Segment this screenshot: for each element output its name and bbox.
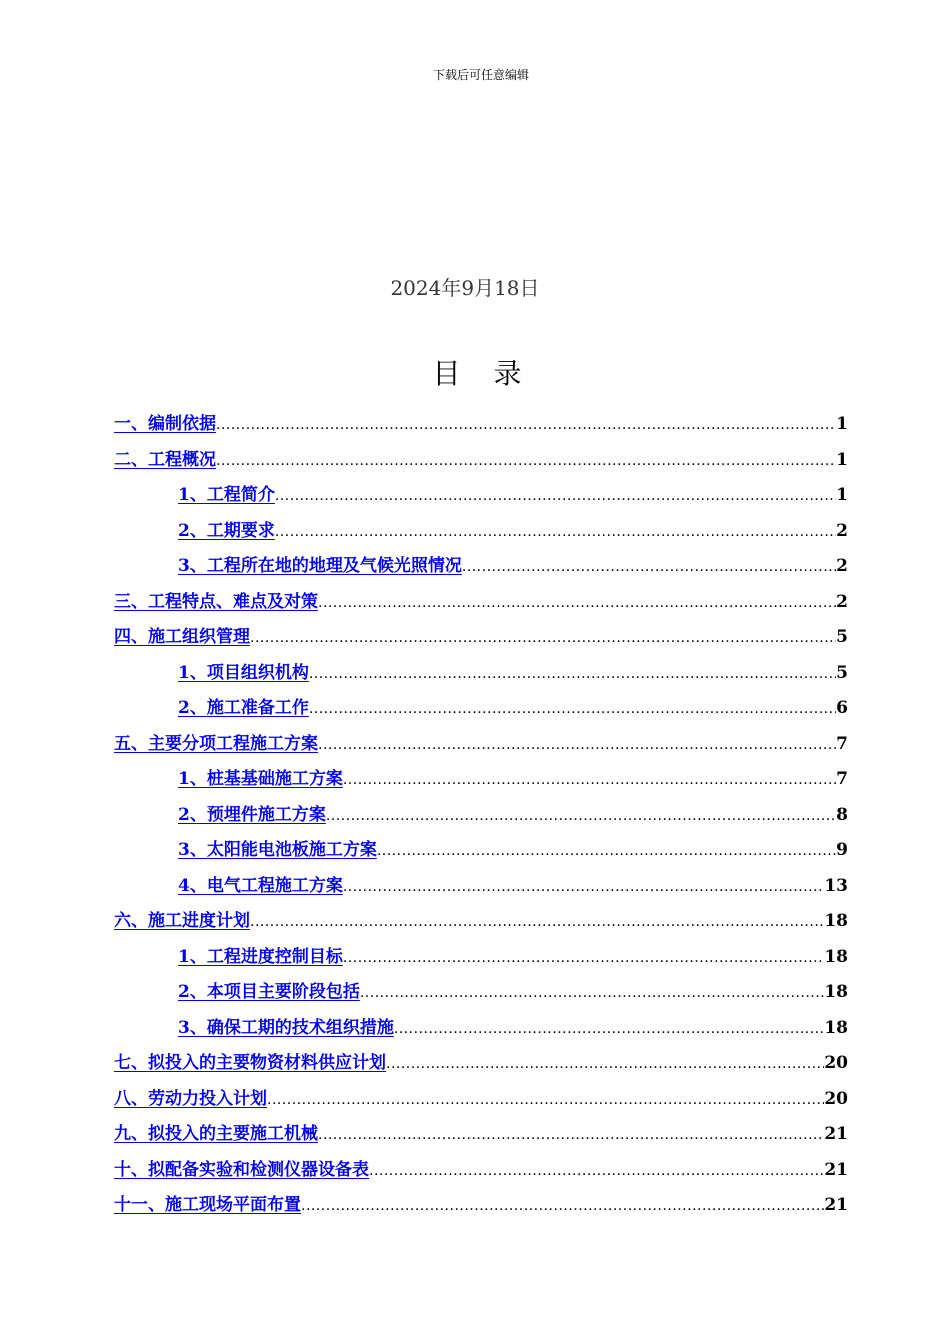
toc-page-number: 21 — [824, 1124, 848, 1144]
toc-entry-link[interactable]: 四、施工组织管理 — [114, 627, 250, 647]
toc-dot-leader — [386, 1047, 824, 1083]
toc-entry — [114, 1082, 848, 1118]
toc-dot-leader — [250, 621, 836, 657]
toc-entry — [114, 940, 848, 976]
toc-entry-link[interactable]: 三、工程特点、难点及对策 — [114, 591, 318, 612]
toc-dot-leader — [360, 976, 824, 1012]
toc-entry-link[interactable]: 十、拟配备实验和检测仪器设备表 — [114, 1159, 369, 1180]
toc-entry — [114, 1153, 848, 1189]
toc-entry-link[interactable]: 七、拟投入的主要物资材料供应计划 — [114, 1053, 386, 1073]
toc-page-number: 8 — [836, 804, 848, 825]
toc-entry-link[interactable]: 五、主要分项工程施工方案 — [114, 733, 318, 754]
toc-dot-leader — [309, 692, 836, 728]
toc-page-number: 20 — [824, 1053, 848, 1073]
toc-page-number: 21 — [824, 1159, 848, 1180]
toc-page-number: 7 — [836, 769, 848, 789]
toc-page-number: 1 — [836, 449, 848, 470]
toc-page-number: 18 — [824, 1017, 848, 1038]
toc-page-number: 18 — [824, 946, 848, 967]
toc-entry — [114, 1046, 848, 1082]
toc-entry — [114, 869, 848, 905]
toc-entry — [114, 798, 848, 834]
toc-dot-leader — [343, 763, 836, 799]
toc-dot-leader — [216, 444, 836, 480]
toc-dot-leader — [318, 586, 836, 622]
toc-dot-leader — [216, 408, 836, 444]
toc-page-number: 2 — [836, 520, 848, 541]
toc-entry-link[interactable]: 3、工程所在地的地理及气候光照情况 — [178, 556, 462, 576]
toc-entry-link[interactable]: 2、施工准备工作 — [178, 698, 309, 718]
toc-page-number: 2 — [836, 556, 848, 576]
toc-dot-leader — [326, 799, 836, 835]
toc-dot-leader — [462, 550, 836, 586]
toc-dot-leader — [369, 1154, 824, 1190]
toc-entry-link[interactable]: 1、项目组织机构 — [178, 662, 309, 683]
toc-page-number: 18 — [824, 982, 848, 1002]
toc-page-number: 2 — [836, 591, 848, 612]
toc-page-number: 5 — [836, 627, 848, 647]
toc-entry-link[interactable]: 1、工程进度控制目标 — [178, 946, 343, 967]
toc-entry — [114, 691, 848, 727]
toc-dot-leader — [275, 479, 836, 515]
toc-entry — [114, 833, 848, 869]
toc-entry-link[interactable]: 十一、施工现场平面布置 — [114, 1195, 301, 1215]
toc-page-number: 20 — [824, 1088, 848, 1109]
toc-entry — [114, 443, 848, 479]
toc-entry-link[interactable]: 二、工程概况 — [114, 449, 216, 470]
toc-entry-link[interactable]: 1、桩基基础施工方案 — [178, 769, 343, 789]
toc-entry-link[interactable]: 2、预埋件施工方案 — [178, 804, 326, 825]
toc-dot-leader — [301, 1189, 824, 1225]
toc-entry — [114, 407, 848, 443]
toc-dot-leader — [377, 834, 836, 870]
toc-dot-leader — [275, 515, 836, 551]
toc-entry-link[interactable]: 2、工期要求 — [178, 520, 275, 541]
toc-entry — [114, 1117, 848, 1153]
document-date: 2024年9月18日 — [390, 276, 540, 300]
toc-entry-link[interactable]: 3、太阳能电池板施工方案 — [178, 840, 377, 860]
toc-page-number: 1 — [836, 414, 848, 434]
toc-dot-leader — [309, 657, 836, 693]
toc-dot-leader — [394, 1012, 825, 1048]
toc-entry — [114, 1188, 848, 1224]
toc-entry — [114, 762, 848, 798]
toc-dot-leader — [318, 1118, 824, 1154]
toc-page-number: 18 — [824, 911, 848, 931]
toc-page-number: 7 — [836, 733, 848, 754]
toc-entry — [114, 549, 848, 585]
toc-entry — [114, 975, 848, 1011]
toc-page-number: 6 — [836, 698, 848, 718]
toc-entry — [114, 1011, 848, 1047]
toc-dot-leader — [267, 1083, 824, 1119]
toc-page-number: 21 — [824, 1195, 848, 1215]
toc-entry — [114, 478, 848, 514]
toc-entry-link[interactable]: 2、本项目主要阶段包括 — [178, 982, 360, 1002]
toc-dot-leader — [343, 870, 824, 906]
table-of-contents — [114, 407, 848, 1224]
toc-entry-link[interactable]: 4、电气工程施工方案 — [178, 875, 343, 896]
toc-entry-link[interactable]: 九、拟投入的主要施工机械 — [114, 1124, 318, 1144]
toc-dot-leader — [343, 941, 824, 977]
toc-entry-link[interactable]: 六、施工进度计划 — [114, 911, 250, 931]
toc-entry-link[interactable]: 一、编制依据 — [114, 414, 216, 434]
toc-dot-leader — [250, 905, 824, 941]
toc-entry — [114, 514, 848, 550]
toc-entry-link[interactable]: 八、劳动力投入计划 — [114, 1088, 267, 1109]
toc-page-number: 13 — [824, 875, 848, 896]
toc-entry — [114, 620, 848, 656]
toc-page-number: 5 — [836, 662, 848, 683]
toc-entry-link[interactable]: 3、确保工期的技术组织措施 — [178, 1017, 394, 1038]
toc-entry — [114, 727, 848, 763]
toc-page-number: 9 — [836, 840, 848, 860]
toc-entry-link[interactable]: 1、工程简介 — [178, 485, 275, 505]
header-note: 下载后可任意编辑 — [432, 68, 529, 82]
toc-dot-leader — [318, 728, 836, 764]
toc-page-number: 1 — [836, 485, 848, 505]
toc-entry — [114, 656, 848, 692]
toc-entry — [114, 904, 848, 940]
toc-title: 目 录 — [432, 357, 534, 390]
toc-entry — [114, 585, 848, 621]
